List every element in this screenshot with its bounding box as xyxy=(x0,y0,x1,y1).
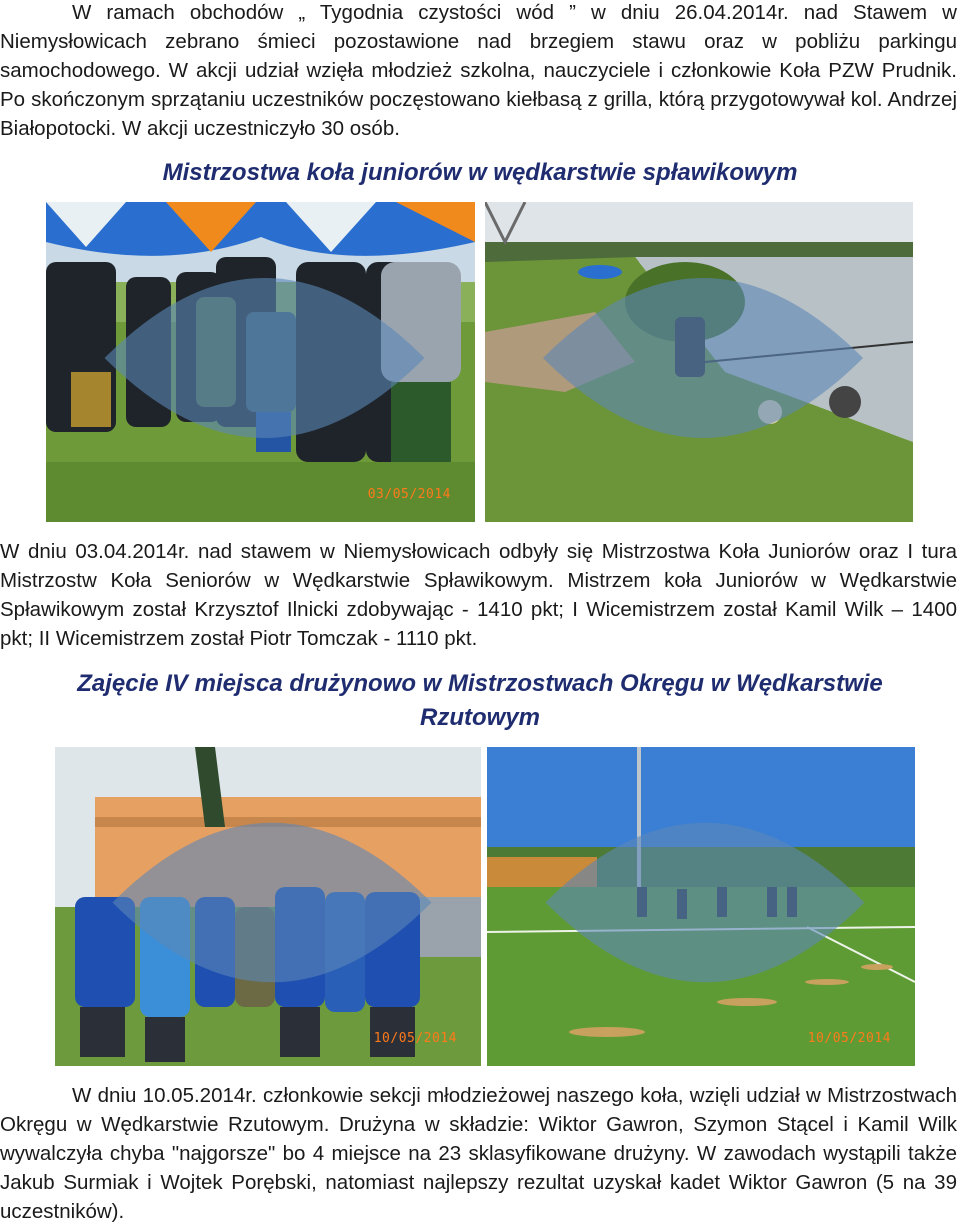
watermark-fish-icon xyxy=(489,202,913,518)
paragraph-casting-text: W dniu 10.05.2014r. członkowie sekcji młodzieżowej naszego koła, wzięli udział w Mistrzostwach Okręgu w Wędkarstwie Rzutowym. Drużyna w składzie: Wiktor Gawron, Szymon Stącel i Kamil Wilk wywalczyła chyba "najgorsze" bo 4 miejsce na 23 sklasyfikowane drużyny. W zawodach wystąpili także Jakub Surmiak i Wojtek Porębski, natomiast najlepszy rezultat uzyskał kadet Wiktor Gawron (5 na 39 uczestników). xyxy=(0,1084,957,1223)
paragraph-cleanup-action xyxy=(0,0,957,143)
heading-line-2: Rzutowym xyxy=(420,704,540,731)
photo-casting-team xyxy=(55,747,481,1066)
paragraph-cleanup-text: W ramach obchodów „ Tygodnia czystości wód ” w dniu 26.04.2014r. nad Stawem w Niemysłowicach zebrano śmieci pozostawione nad brzegiem stawu oraz w pobliżu parkingu samochodowego. W akcji udział wzięła młodzież szkolna, nauczyciele i członkowie Koła PZW Prudnik. Po skończonym sprzątaniu uczestników poczęstowano kiełbasą z grilla, którą przygotowywał kol. Andrzej Białopotocki. W akcji uczestniczyło 30 osób. xyxy=(0,1,957,140)
photo-date-stamp: 10/05/2014 xyxy=(807,1031,891,1046)
photo-date-stamp: 10/05/2014 xyxy=(373,1031,457,1046)
photo-casting-field xyxy=(487,747,915,1066)
watermark-fish-icon xyxy=(50,202,475,518)
paragraph-junior-results: W dniu 03.04.2014r. nad stawem w Niemysłowicach odbyły się Mistrzostwa Koła Juniorów oraz I tura Mistrzostw Koła Seniorów w Wędkarstwie Spławikowym. Mistrzem koła Juniorów w Wędkarstwie Spławikowym został Krzysztof Ilnicki zdobywając - 1410 pkt; I Wicemistrzem został Kamil Wilk – 1400 pkt; II Wicemistrzem został Piotr Tomczak - 1110 pkt. xyxy=(0,540,957,650)
watermark-fish-icon xyxy=(491,747,915,1062)
watermark-fish-icon xyxy=(59,747,481,1062)
photo-juniors-under-umbrellas xyxy=(46,202,475,522)
heading-junior-championship: Mistrzostwa koła juniorów w wędkarstwie spławikowym xyxy=(162,159,798,186)
heading-line-1: Zajęcie IV miejsca drużynowo w Mistrzostwach Okręgu w Wędkarstwie xyxy=(77,670,883,697)
paragraph-casting-results xyxy=(0,1081,957,1226)
photo-date-stamp: 03/05/2014 xyxy=(367,487,451,502)
photo-pond-angler xyxy=(485,202,913,522)
heading-team-fourth-place xyxy=(0,667,960,735)
